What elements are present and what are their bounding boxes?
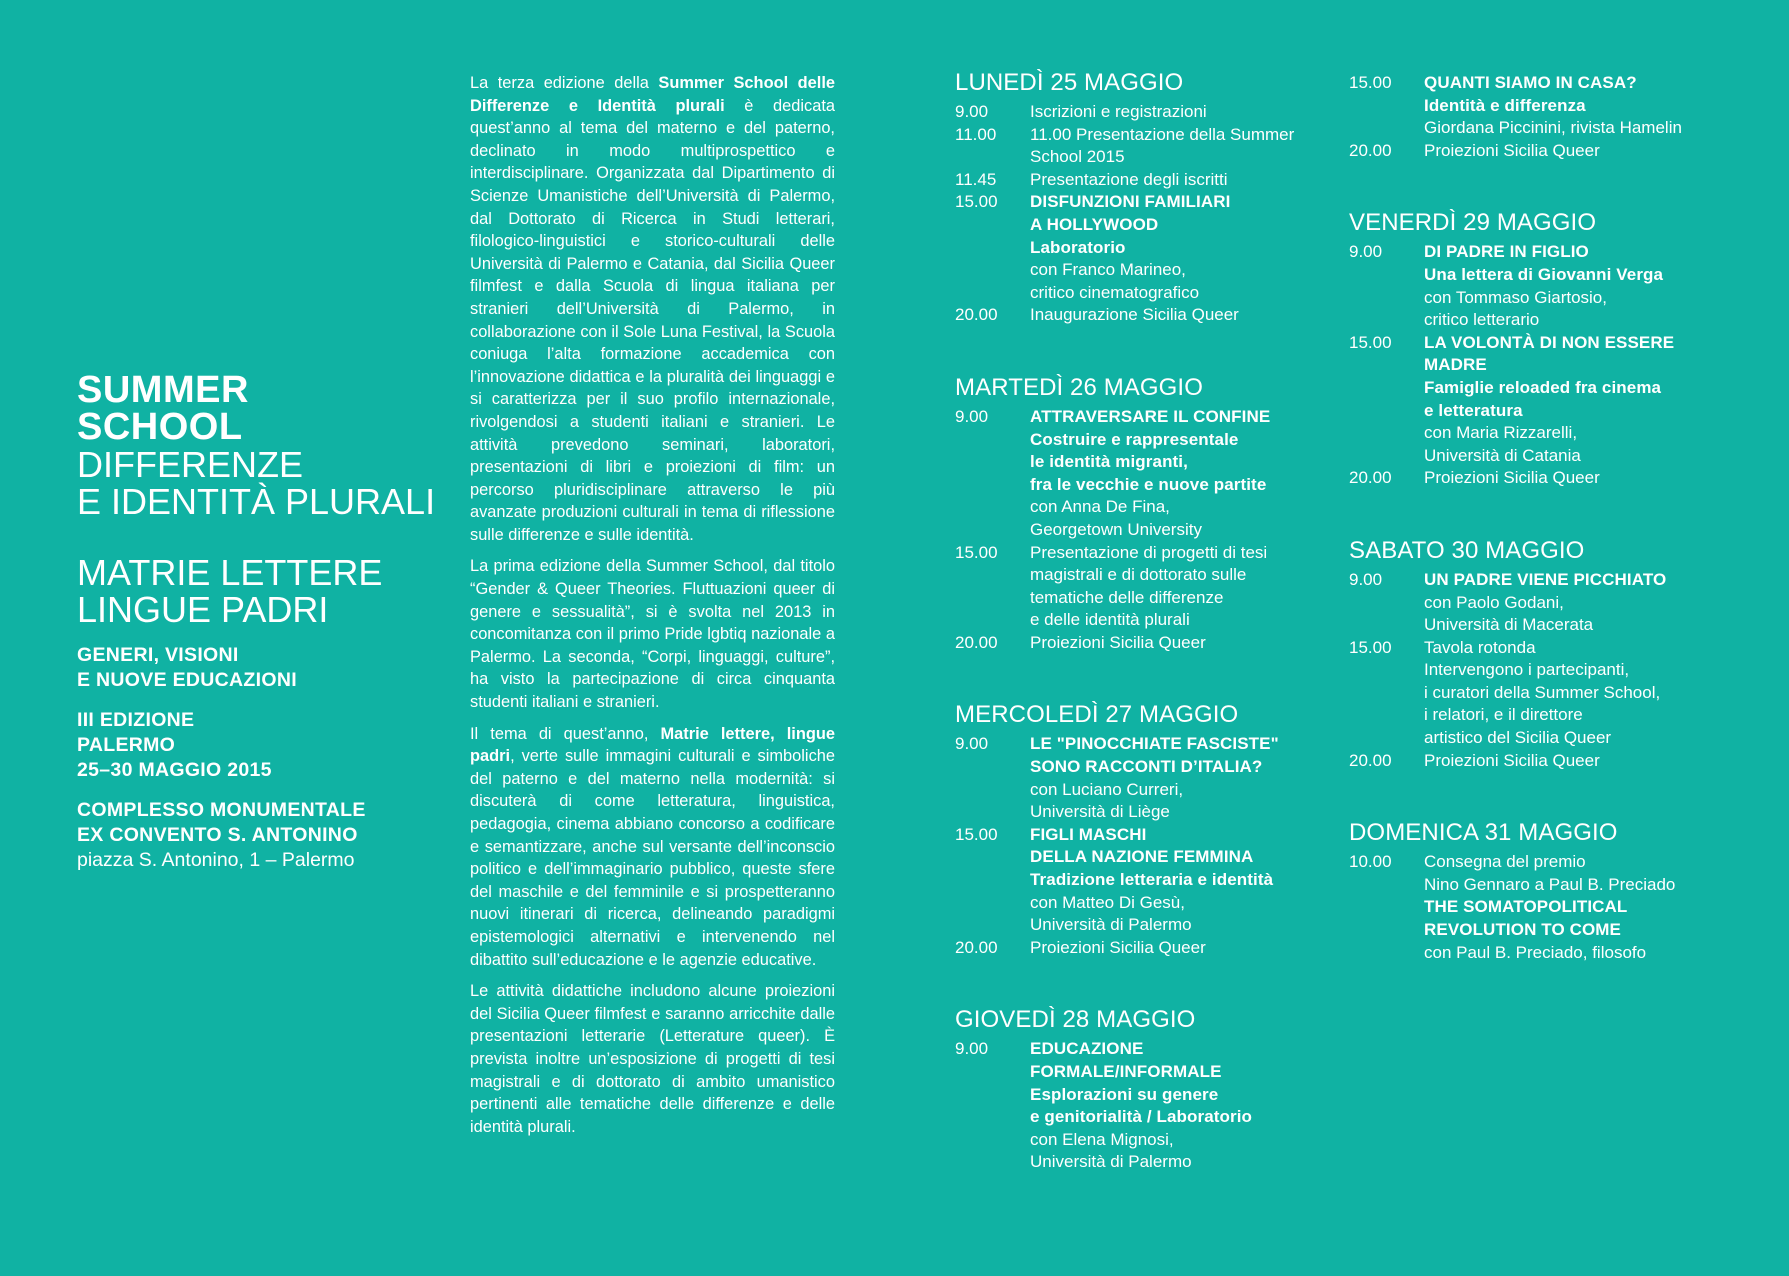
schedule-event: [1349, 72, 1749, 140]
event-time: 9.00: [955, 406, 989, 426]
event-title-line: Identità e differenza: [1424, 95, 1586, 115]
event-title-line: THE SOMATOPOLITICAL: [1424, 897, 1628, 917]
event-title-line: MADRE: [1424, 355, 1487, 375]
schedule-day: [955, 700, 1325, 959]
schedule-event: [955, 191, 1325, 304]
event-details: [1030, 1038, 1325, 1174]
schedule-event: [1349, 332, 1749, 468]
city-label: PALERMO: [77, 734, 176, 756]
event-title-line: EDUCAZIONE: [1030, 1039, 1144, 1059]
schedule-day: [955, 68, 1325, 327]
day-heading: VENERDÌ 29 MAGGIO: [1349, 209, 1597, 237]
event-info-line: con Franco Marineo,: [1030, 260, 1186, 280]
event-info-line: con Matteo Di Gesù,: [1030, 892, 1185, 912]
event-title-line: FORMALE/INFORMALE: [1030, 1062, 1222, 1081]
event-info-line: Georgetown University: [1030, 519, 1202, 539]
event-details: [1030, 304, 1325, 327]
event-details: [1424, 851, 1749, 964]
event-info-line: Università di Liège: [1030, 802, 1170, 822]
schedule-event: [955, 937, 1325, 960]
event-info-line: artistico del Sicilia Queer: [1424, 728, 1612, 748]
event-info-line: critico cinematografico: [1030, 282, 1200, 302]
event-info-line: Inaugurazione Sicilia Queer: [1030, 305, 1239, 325]
schedule-event: [955, 824, 1325, 937]
schedule-day: [955, 373, 1325, 655]
event-details: [1424, 241, 1749, 331]
event-details: [1030, 824, 1325, 937]
dates-label: 25–30 MAGGIO 2015: [77, 759, 272, 781]
schedule-event: [955, 304, 1325, 327]
event-info-line: con Paul B. Preciado, filosofo: [1424, 942, 1647, 962]
event-info-line: critico letterario: [1424, 310, 1540, 330]
schedule-event: [955, 101, 1325, 124]
day-heading: GIOVEDÌ 28 MAGGIO: [955, 1006, 1196, 1034]
event-time: 15.00: [1349, 637, 1392, 657]
event-details: [1424, 467, 1749, 490]
event-title-line: Una lettera di Giovanni Verga: [1424, 264, 1664, 284]
event-info-line: Intervengono i partecipanti,: [1424, 660, 1630, 680]
event-info-line: con Elena Mignosi,: [1030, 1129, 1174, 1149]
event-time: 9.00: [955, 1039, 989, 1059]
event-info-line: Proiezioni Sicilia Queer: [1424, 468, 1600, 488]
event-details: [1030, 733, 1325, 823]
event-title-line: LE "PINOCCHIATE FASCISTE": [1030, 734, 1279, 754]
thursday-continuation: [1349, 72, 1749, 162]
event-title-line: Tradizione letteraria e identità: [1030, 870, 1274, 890]
event-info-line: Tavola rotonda: [1424, 637, 1536, 657]
event-time: 11.00: [955, 124, 997, 144]
event-time: 20.00: [955, 937, 998, 957]
event-info-line: Università di Catania: [1424, 445, 1581, 465]
description-paragraph-1: La terza edizione della Summer School delle Differenze e Identità plurali è dedicata quest’anno al tema del materno e del paterno, declinato in modo multiprospettico e interdisciplinare. Organizzata dal Dipartimento di Scienze Umanistiche dell’Università di Palermo, dal Dottorato di Ricerca in Studi letterari, filologico-linguistici e storico-culturali delle Università di Palermo e Catania, dal Sicilia Queer filmfest e dalla Scuola di lingua italiana per stranieri dell’Università di Palermo, in collaborazione con il Sole Luna Festival, la Scuola coniuga l’alta formazione accademica con l’innovazione didattica e la pluralità dei linguaggi e si caratterizza per il suo profilo internazionale, rivolgendosi a studenti italiani e stranieri. Le attività prevedono seminari, laboratori, presentazioni di libri e proiezioni di film: un percorso pluridisciplinare attraverso le più avanzate produzioni culturali in tema di riflessione sulle differenze e sulle identità.: [470, 74, 836, 544]
schedule-column-1: [955, 68, 1325, 1220]
schedule-event: [1349, 569, 1749, 637]
schedule-event: [955, 542, 1325, 632]
schedule-day: [1349, 208, 1749, 490]
event-info-line: i curatori della Summer School,: [1424, 682, 1661, 702]
event-time: 20.00: [1349, 468, 1392, 488]
event-info-line: Iscrizioni e registrazioni: [1030, 102, 1207, 121]
event-title-line: QUANTI SIAMO IN CASA?: [1424, 73, 1637, 92]
event-info-line: Proiezioni Sicilia Queer: [1030, 937, 1206, 957]
event-details: [1424, 569, 1749, 637]
event-info-line: Presentazione degli iscritti: [1030, 169, 1228, 189]
description-column: [470, 72, 835, 1147]
event-info-line: Proiezioni Sicilia Queer: [1030, 632, 1206, 652]
event-info-line: Università di Palermo: [1030, 1152, 1192, 1172]
event-details: [1424, 332, 1749, 468]
event-info-line: con Anna De Fina,: [1030, 497, 1170, 517]
event-time: 9.00: [955, 734, 989, 754]
event-title-line: LA VOLONTÀ DI NON ESSERE: [1424, 332, 1675, 352]
event-time: 15.00: [1349, 73, 1392, 92]
schedule-event: [955, 733, 1325, 823]
event-time: 10.00: [1349, 852, 1392, 872]
schedule-event: [1349, 467, 1749, 490]
schedule-event: [955, 169, 1325, 192]
schedule-event: [1349, 140, 1749, 163]
event-details: [1030, 101, 1325, 124]
event-time: 15.00: [955, 192, 998, 212]
event-time: 9.00: [1349, 242, 1383, 262]
edition-label: III EDIZIONE: [77, 709, 195, 731]
event-title-line: DELLA NAZIONE FEMMINA: [1030, 847, 1254, 867]
schedule-day: [955, 1005, 1325, 1174]
event-time: 15.00: [955, 824, 998, 844]
event-title-line: FIGLI MASCHI: [1030, 824, 1147, 844]
theme-lingue: LINGUE PADRI: [77, 589, 329, 630]
title-differenze: DIFFERENZE: [77, 444, 304, 485]
event-details: [1030, 191, 1325, 304]
event-title-line: UN PADRE VIENE PICCHIATO: [1424, 569, 1667, 589]
event-info-line: con Tommaso Giartosio,: [1424, 287, 1607, 307]
event-title-line: e letteratura: [1424, 400, 1523, 420]
day-heading: DOMENICA 31 MAGGIO: [1349, 819, 1618, 847]
schedule-event: [1349, 750, 1749, 773]
event-title-line: e genitorialità / Laboratorio: [1030, 1107, 1253, 1127]
event-time: 20.00: [955, 305, 998, 325]
venue-address: piazza S. Antonino, 1 – Palermo: [77, 849, 355, 871]
title-school: SCHOOL: [77, 406, 243, 448]
event-info-line: e delle identità plurali: [1030, 610, 1190, 630]
schedule-event: [1349, 851, 1749, 964]
event-title-line: Famiglie reloaded fra cinema: [1424, 377, 1662, 397]
event-time: 15.00: [1349, 332, 1392, 352]
event-info-line: Università di Palermo: [1030, 915, 1192, 935]
event-info-line: con Luciano Curreri,: [1030, 779, 1184, 799]
schedule-event: [955, 1038, 1325, 1174]
event-title-line: ATTRAVERSARE IL CONFINE: [1030, 406, 1271, 426]
event-info-line: tematiche delle differenze: [1030, 587, 1224, 607]
day-heading: MERCOLEDÌ 27 MAGGIO: [955, 701, 1239, 729]
event-title-line: fra le vecchie e nuove partite: [1030, 474, 1267, 494]
event-details: [1030, 169, 1325, 192]
event-details: [1424, 750, 1749, 773]
schedule-day: [1349, 536, 1749, 772]
event-info-line: Università di Macerata: [1424, 615, 1594, 635]
event-info-line: Consegna del premio: [1424, 852, 1586, 872]
event-details: [1030, 542, 1325, 632]
title-identita: E IDENTITÀ PLURALI: [77, 481, 436, 522]
schedule-column-2: [1349, 72, 1749, 1010]
event-title-line: Esplorazioni su genere: [1030, 1084, 1219, 1104]
title-block: [77, 369, 447, 873]
subtitle-generi: GENERI, VISIONI: [77, 644, 239, 666]
schedule-event: [955, 406, 1325, 542]
event-details: [1030, 632, 1325, 655]
event-title-line: SONO RACCONTI D’ITALIA?: [1030, 757, 1263, 777]
day-heading: MARTEDÌ 26 MAGGIO: [955, 373, 1203, 401]
event-info-line: Presentazione di progetti di tesi: [1030, 542, 1268, 562]
theme-matrie: MATRIE LETTERE: [77, 552, 383, 593]
event-title-line: REVOLUTION TO COME: [1424, 920, 1621, 940]
event-title-line: Laboratorio: [1030, 237, 1126, 257]
event-title-line: DI PADRE IN FIGLIO: [1424, 242, 1589, 262]
event-info-line: Proiezioni Sicilia Queer: [1424, 750, 1600, 770]
event-info-line: i relatori, e il direttore: [1424, 705, 1583, 725]
description-paragraph-2: La prima edizione della Summer School, dal titolo “Gender & Queer Theories. Fluttuazioni queer di genere e sessualità”, si è svolta nel 2013 in concomitanza con il primo Pride lgbtiq nazionale a Palermo. La seconda, “Corpi, linguaggi, culture”, ha visto la partecipazione di circa cinquanta studenti italiani e stranieri.: [470, 557, 835, 712]
event-title-line: A HOLLYWOOD: [1030, 214, 1159, 234]
description-paragraph-3: Il tema di quest’anno, Matrie lettere, lingue padri, verte sulle immagini culturali e simboliche del paterno e del materno nella modernità: si discuterà di come letteratura, linguistica, pedagogia, cinema abbiano concorso a codificare e semantizzare, anche sul versante dell’inconscio politico e dell’immaginario pubblico, queste sfere del maschile e del femminile e si prospetteranno nuovi itinerari di ricerca, delineando paradigmi epistemologici alternativi e intervenendo nel dibattito sull’educazione e le agenzie educative.: [470, 724, 835, 969]
event-title-line: DISFUNZIONI FAMILIARI: [1030, 192, 1231, 212]
event-info-line: Giordana Piccinini, rivista Hamelin: [1424, 118, 1682, 138]
event-time: 20.00: [955, 632, 998, 652]
schedule-event: [955, 124, 1325, 169]
event-title-line: le identità migranti,: [1030, 452, 1188, 472]
event-time: 15.00: [955, 542, 998, 562]
day-heading: LUNEDÌ 25 MAGGIO: [955, 69, 1184, 96]
event-time: 9.00: [955, 102, 989, 121]
schedule-event: [1349, 241, 1749, 331]
event-info-line: magistrali e di dottorato sulle: [1030, 565, 1247, 585]
event-info-line: Proiezioni Sicilia Queer: [1424, 140, 1600, 160]
event-info-line: 11.00 Presentazione della Summer: [1030, 124, 1295, 144]
event-title-line: Costruire e rappresentale: [1030, 429, 1239, 449]
event-info-line: con Maria Rizzarelli,: [1424, 423, 1578, 443]
venue-line-1: COMPLESSO MONUMENTALE: [77, 799, 366, 821]
event-time: 20.00: [1349, 750, 1392, 770]
description-paragraph-4: Le attività didattiche includono alcune proiezioni del Sicilia Queer filmfest e saranno arricchite dalle presentazioni letterarie (Letterature queer). È prevista inoltre un’esposizione di progetti di tesi magistrali e di dottorato di ambito umanistico pertinenti alle tematiche delle differenze e delle identità plurali.: [470, 982, 835, 1136]
event-time: 11.45: [955, 169, 997, 189]
title-summer: SUMMER: [77, 369, 249, 411]
event-info-line: con Paolo Godani,: [1424, 592, 1564, 612]
event-details: [1030, 406, 1325, 542]
event-time: 9.00: [1349, 569, 1383, 589]
day-heading: SABATO 30 MAGGIO: [1349, 536, 1585, 564]
event-details: [1030, 937, 1325, 960]
event-info-line: Nino Gennaro a Paul B. Preciado: [1424, 874, 1676, 894]
schedule-event: [1349, 637, 1749, 750]
event-details: [1424, 72, 1749, 140]
schedule-day: [1349, 818, 1749, 964]
schedule-event: [955, 632, 1325, 655]
event-time: 20.00: [1349, 140, 1392, 160]
event-info-line: School 2015: [1030, 147, 1125, 167]
venue-line-2: EX CONVENTO S. ANTONINO: [77, 824, 358, 846]
event-details: [1424, 637, 1749, 750]
subtitle-nuove: E NUOVE EDUCAZIONI: [77, 669, 297, 691]
event-details: [1030, 124, 1325, 169]
event-details: [1424, 140, 1749, 163]
